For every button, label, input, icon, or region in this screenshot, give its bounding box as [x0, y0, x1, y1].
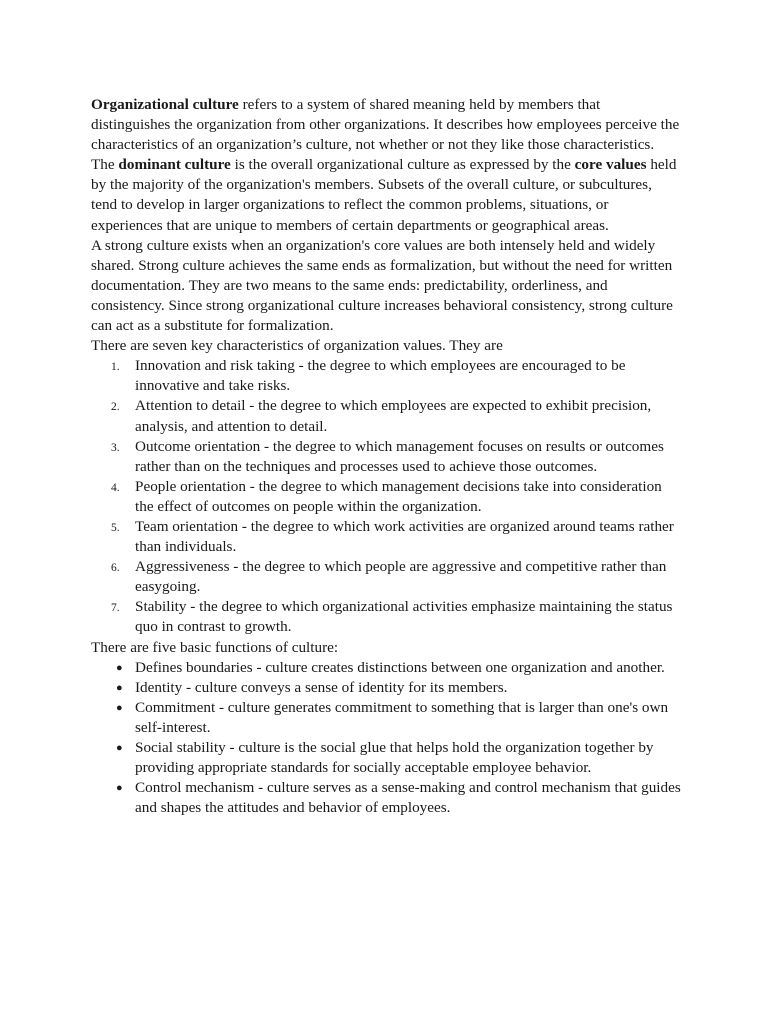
- term-core-values: core values: [574, 156, 647, 174]
- bullet-icon: ●: [116, 681, 123, 694]
- list-item: [91, 356, 681, 396]
- list-number: 4.: [111, 481, 120, 494]
- characteristics-list: [91, 356, 681, 637]
- list-item: [91, 678, 681, 698]
- term-dominant-culture: dominant culture: [118, 156, 231, 174]
- functions-intro: There are five basic functions of culture:: [91, 638, 339, 656]
- list-item-text: Identity - culture conveys a sense of identity for its members.: [135, 678, 508, 696]
- list-item: [91, 698, 681, 738]
- list-item-text: Defines boundaries - culture creates distinctions between one organization and another.: [135, 658, 665, 676]
- list-item-text: People orientation - the degree to which management decisions take into consideration the effect of outcomes on people within the organization.: [135, 477, 662, 515]
- list-item: [91, 477, 681, 517]
- document-page: [91, 95, 681, 818]
- list-item: [91, 658, 681, 678]
- list-item: [91, 437, 681, 477]
- intro-text-1: refers to a system of shared meaning held by members that distinguishes the organization from other organizations. It describes how employees perceive the characteristics of an organization’s culture, not whether or not they like those characteristics. The: [91, 96, 680, 174]
- list-item-text: Outcome orientation - the degree to which management focuses on results or outcomes rather than on the techniques and processes used to achieve those outcomes.: [135, 437, 664, 475]
- characteristics-intro: There are seven key characteristics of organization values. They are: [91, 337, 503, 355]
- list-item: [91, 597, 681, 637]
- list-item-text: Aggressiveness - the degree to which people are aggressive and competitive rather than easygoing.: [135, 558, 667, 596]
- list-item: [91, 396, 681, 436]
- list-number: 6.: [111, 562, 120, 575]
- intro-text-3: held by the majority of the organization's members. Subsets of the overall culture, or subcultures, tend to develop in larger organizations to reflect the common problems, situations, or experiences that are unique to members of certain departments or geographical areas.: [91, 156, 677, 234]
- list-item-text: Attention to detail - the degree to which employees are expected to exhibit precision, analysis, and attention to detail.: [135, 397, 652, 435]
- list-item-text: Team orientation - the degree to which work activities are organized around teams rather than individuals.: [135, 517, 674, 556]
- list-number: 7.: [111, 602, 120, 615]
- functions-list: [91, 658, 681, 819]
- intro-text-2: is the overall organizational culture as expressed by the: [230, 156, 575, 174]
- list-item-text: Social stability - culture is the social glue that helps hold the organization together by providing appropriate standards for socially acceptable employee behavior.: [135, 739, 654, 777]
- list-item-text: Commitment - culture generates commitment to something that is larger than one's own self-interest.: [135, 698, 669, 736]
- list-item: [91, 557, 681, 597]
- list-number: 5.: [111, 521, 120, 534]
- list-number: 3.: [111, 441, 120, 454]
- list-item: [91, 738, 681, 778]
- bullet-icon: ●: [116, 661, 123, 674]
- strong-culture-paragraph: A strong culture exists when an organization's core values are both intensely held and widely shared. Strong culture achieves the same ends as formalization, but without the need for written documentation. They are two means to the same ends: predictability, orderliness, and consistency. Since strong organizational culture increases behavioral consistency, strong culture can act as a substitute for formalization.: [91, 236, 673, 335]
- list-number: 2.: [111, 401, 120, 414]
- list-item-text: Stability - the degree to which organizational activities emphasize maintaining the status quo in contrast to growth.: [135, 598, 673, 636]
- intro-paragraph: [91, 95, 681, 236]
- bullet-icon: ●: [116, 782, 123, 795]
- term-organizational-culture: Organizational culture: [91, 96, 239, 113]
- list-item: [91, 517, 681, 557]
- list-number: 1.: [111, 361, 120, 374]
- bullet-icon: ●: [116, 701, 123, 714]
- bullet-icon: ●: [116, 742, 123, 754]
- list-item-text: Control mechanism - culture serves as a sense-making and control mechanism that guides and shapes the attitudes and behavior of employees.: [135, 779, 681, 817]
- list-item: [91, 778, 681, 818]
- list-item-text: Innovation and risk taking - the degree to which employees are encouraged to be innovative and take risks.: [135, 357, 626, 395]
